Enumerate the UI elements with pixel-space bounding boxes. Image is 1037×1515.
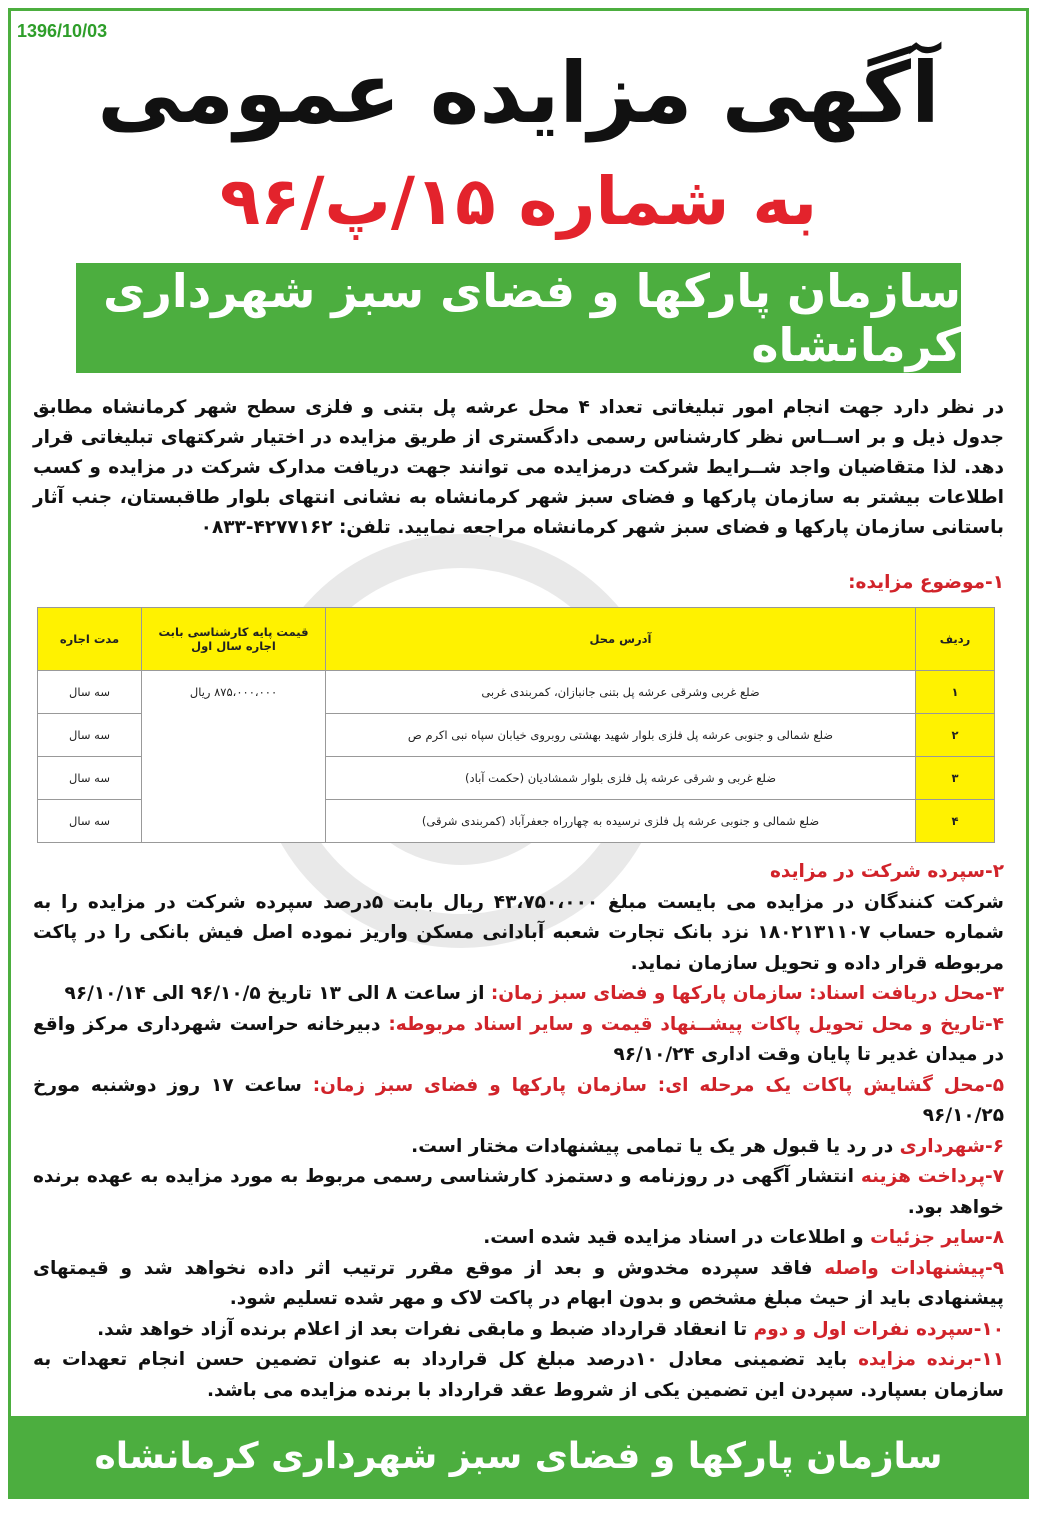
item-3 [33, 979, 1004, 1010]
row-address: ضلع شمالی و جنوبی عرشه پل فلزی نرسیده به چهارراه جعفرآباد (کمربندی شرقی) [326, 800, 916, 843]
item-text: باید تضمینی معادل ۱۰درصد مبلغ کل قرارداد به عنوان تضمین حسن انجام تعهدات به سازمان بسپارد. سپردن این تضمین یکی از شروط عقد قرارداد با برنده مزایده می باشد. [33, 1349, 1004, 1401]
item-10 [33, 1315, 1004, 1346]
row-number: ۱ [916, 671, 995, 714]
item-5 [33, 1071, 1004, 1132]
header-address: آدرس محل [326, 608, 916, 671]
row-duration: سه سال [38, 714, 142, 757]
item-8 [33, 1223, 1004, 1254]
table-header-row [38, 608, 995, 671]
row-number: ۴ [916, 800, 995, 843]
item-9 [33, 1254, 1004, 1315]
item-text: از ساعت ۸ الی ۱۳ تاریخ ۹۶/۱۰/۵ الی ۹۶/۱۰/۱۴ [64, 983, 491, 1004]
footer-banner: سازمان پارکها و فضای سبز شهرداری کرمانشاه [11, 1416, 1026, 1496]
item-7 [33, 1162, 1004, 1223]
header-base-price: قیمت پایه کارشناسی بابت اجاره سال اول [142, 608, 326, 671]
section-1-title: ۱-موضوع مزایده: [848, 572, 1004, 593]
organization-banner: سازمان پارکها و فضای سبز شهرداری کرمانشاه [76, 263, 961, 373]
intro-paragraph: در نظر دارد جهت انجام امور تبلیغاتی تعداد ۴ محل عرشه پل بتنی و فلزی سطح شهر کرمانشاه مطابق جدول ذیل و بر اســاس نظر کارشناس رسمی دادگستری از طریق مزایده در اختیار شرکتهای تبلیغاتی قرار دهد. لذا متقاضیان واجد شــرایط شرکت درمزایده می توانند جهت دریافت مدارک شرکت در مزایده و کسب اطلاعات بیشتر به سازمان پارکها و فضای سبز شهر کرمانشاه به نشانی انتهای بلوار طاقبستان، جنب آثار باستانی سازمان پارکها و فضای سبز شهر کرمانشاه مراجعه نمایید. تلفن: ۴۲۷۷۱۶۲-۰۸۳۳ [33, 397, 1004, 538]
row-address: ضلع شمالی و جنوبی عرشه پل فلزی بلوار شهید بهشتی روبروی خیابان سپاه نبی اکرم ص [326, 714, 916, 757]
row-number: ۳ [916, 757, 995, 800]
header-lease-duration: مدت اجاره [38, 608, 142, 671]
header-row-number: ردیف [916, 608, 995, 671]
auction-number: به شماره ۱۵/پ/۹۶ [219, 163, 818, 240]
item-text: فاقد سپرده مخدوش و بعد از موقع مقرر ترتیب اثر داده نخواهد شد و قیمتهای پیشنهادی باید از حیث مبلغ مشخص و بدون ابهام در پاکت لاک و مهر شده تسلیم شود. [33, 1257, 1004, 1309]
row-address: ضلع غربی و شرقی عرشه پل فلزی بلوار شمشادیان (حکمت آباد) [326, 757, 916, 800]
row-duration: سه سال [38, 671, 142, 714]
table-row [38, 671, 995, 714]
item-lead: ۶-شهرداری [899, 1135, 1004, 1157]
item-lead: ۵-محل گشایش پاکات یک مرحله ای: سازمان پارکها و فضای سبز زمان: [312, 1074, 1004, 1096]
terms-list [33, 857, 1004, 1406]
item-text: شرکت کنندگان در مزایده می بایست مبلغ ۴۳،۷۵۰،۰۰۰ ریال بابت ۵درصد سپرده شرکت در مزایده را به شماره حساب ۱۸۰۲۱۳۱۱۰۷ نزد بانک تجارت شعبه آبادانی مسکن واریز نموده اصل فیش بانکی را در پاکت مربوطه قرار داده و تحویل سازمان نماید. [33, 891, 1004, 974]
base-price: ۸۷۵،۰۰۰،۰۰۰ ریال [142, 671, 326, 843]
row-duration: سه سال [38, 800, 142, 843]
item-text: ساعت ۱۷ روز دوشنبه مورخ ۹۶/۱۰/۲۵ [33, 1074, 1004, 1126]
auction-items-table [37, 607, 995, 843]
item-lead: ۹-پیشنهادات واصله [824, 1257, 1004, 1279]
item-11 [33, 1345, 1004, 1406]
publication-date: 1396/10/03 [17, 21, 108, 41]
item-text: انتشار آگهی در روزنامه و دستمزد کارشناسی رسمی مربوط به مورد مزایده به عهده برنده خواهد بود. [33, 1166, 1004, 1218]
item-text: در رد یا قبول هر یک یا تمامی پیشنهادات مختار است. [411, 1135, 900, 1157]
item-6 [33, 1132, 1004, 1163]
item-text: و اطلاعات در اسناد مزایده قید شده است. [483, 1227, 871, 1248]
item-lead: ۲-سپرده شرکت در مزایده [769, 861, 1004, 882]
item-text: دبیرخانه حراست شهرداری مرکز واقع در میدان غدیر تا پایان وقت اداری ۹۶/۱۰/۲۴ [33, 1013, 1004, 1065]
item-2-title [33, 857, 1004, 888]
row-address: ضلع غربی وشرقی عرشه پل بتنی جانبازان، کمربندی غربی [326, 671, 916, 714]
advertisement-page [8, 8, 1029, 1499]
item-lead: ۷-پرداخت هزینه [860, 1166, 1004, 1187]
item-lead: ۸-سایر جزئیات [870, 1227, 1004, 1248]
item-lead: ۱۱-برنده مزایده [858, 1349, 1004, 1370]
item-4 [33, 1010, 1004, 1071]
item-lead: ۴-تاریخ و محل تحویل پاکات پیشــنهاد قیمت و سایر اسناد مربوطه: [388, 1013, 1004, 1035]
row-duration: سه سال [38, 757, 142, 800]
page-title: آگهی مزایده عمومی [97, 44, 940, 142]
item-2-text [33, 888, 1004, 980]
item-lead: ۳-محل دریافت اسناد: سازمان پارکها و فضای سبز زمان: [490, 983, 1004, 1004]
row-number: ۲ [916, 714, 995, 757]
item-text: تا انعقاد قرارداد ضبط و مابقی نفرات بعد از اعلام برنده آزاد خواهد شد. [97, 1318, 754, 1340]
item-lead: ۱۰-سپرده نفرات اول و دوم [753, 1318, 1004, 1340]
